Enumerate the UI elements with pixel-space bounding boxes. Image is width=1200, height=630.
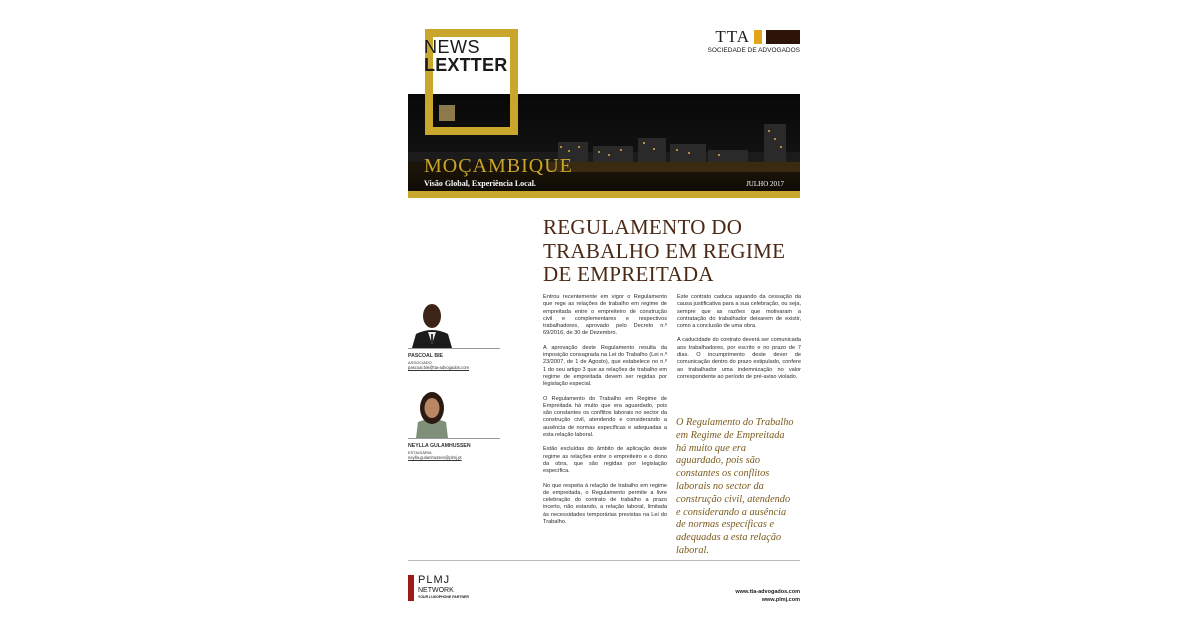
author-role: ASSOCIADO [408, 360, 432, 365]
firm-subtitle: SOCIEDADE DE ADVOGADOS [707, 47, 800, 54]
avatar [410, 298, 454, 348]
author-name: NEYLLA GULAMHUSSEN [408, 443, 471, 449]
plmj-tagline: YOUR LUSOPHONE PARTNER [418, 595, 469, 599]
article-column-2 [677, 294, 801, 388]
paragraph: A caducidade do contrato deverá ser comunicada aos trabalhadores, por escrito e no prazo de 7 dias. O incumprimento deste dever de comunicação dentro do prazo estipulado, confere ao trabalhador uma indemnização no valor correspondente ao período de pré-aviso violado. [677, 337, 801, 380]
author-card [408, 388, 500, 460]
paragraph: Entrou recentemente em vigor o Regulamento que rege as relações de trabalho em regime de empreitada entre o empreiteiro de construção civil e complementares e respectivos trabalhadores, aprovado pelo Decreto n.º 69/2016, de 30 de Dezembro. [543, 294, 667, 337]
divider [408, 438, 500, 439]
paragraph: Este contrato caduca aquando da cessação da causa justificativa para a sua celebração, ou seja, sempre que as razões que motivaram a contratação do trabalhador deixarem de existir, como a conclusão de uma obra. [677, 294, 801, 330]
country-title: MOÇAMBIQUE [424, 155, 573, 177]
article-column-1 [543, 294, 667, 533]
plmj-name: PLMJ [418, 574, 451, 586]
lextter-word: LEXTTER [424, 55, 508, 75]
newsletter-page [408, 22, 800, 610]
logo-brown-bar [766, 30, 800, 44]
author-name: PASCOAL BIE [408, 353, 443, 359]
plmj-logo [408, 575, 469, 601]
divider [408, 348, 500, 349]
frame-square [439, 105, 455, 121]
tagline: Visão Global, Experiência Local. [424, 179, 536, 188]
news-word: NEWS [424, 37, 480, 57]
gold-band [408, 191, 800, 198]
paragraph: Estão excluídas do âmbito de aplicação deste regime as relações entre o empreiteiro e o dono da obra, que são regidas por legislação específica. [543, 446, 667, 475]
footer-links [735, 588, 800, 604]
author-role: ESTAGIÁRIA [408, 450, 432, 455]
author-email[interactable]: neylla.gulamhussen@plmj.pt [408, 455, 462, 460]
pull-quote: O Regulamento do Trabalho em Regime de Empreitada há muito que era aguardado, pois são constantes os conflitos laborais no sector da construção civil, atendendo e considerando a ausência de normas específicas e adequadas a esta relação laboral. [676, 417, 794, 556]
plmj-red-bar [408, 575, 414, 601]
author-email[interactable]: pascoal.bie@tta-advogados.com [408, 365, 470, 370]
logo-gold-block [754, 30, 762, 44]
paragraph: No que respeita à relação de trabalho em regime de empreitada, o Regulamento permite a livre celebração do contrato de trabalho a prazo incerto, não estando, a relação laboral, limitada às necessidades temporárias previstas na Lei do Trabalho. [543, 482, 667, 526]
author-card [408, 298, 500, 370]
tta-logo [708, 27, 800, 54]
link-plmj[interactable]: www.plmj.com [761, 597, 800, 603]
avatar [410, 388, 454, 438]
issue-date: JULHO 2017 [746, 180, 784, 188]
plmj-network: NETWORK [418, 587, 454, 594]
footer-divider [408, 560, 800, 561]
paragraph: A aprovação deste Regulamento resulta da imposição consagrada na Lei do Trabalho (Lei n.º 23/2007, de 1 de Agosto), que estabelece no n.º 1 do seu artigo 3 que as relações de trabalho em regime de empreitada devem ser regidas por legislação especial. [543, 344, 667, 388]
article-headline: REGULAMENTO DO TRABALHO EM REGIME DE EMPREITADA [543, 215, 786, 286]
link-tta[interactable]: www.tta-advogados.com [735, 589, 800, 595]
firm-name: TTA [715, 27, 750, 46]
paragraph: O Regulamento do Trabalho em Regime de Empreitada há muito que era aguardado, pois são constantes os conflitos laborais no sector da construção civil, atendendo e considerando a ausência de normas específicas e adequadas a esta relação laboral. [543, 395, 667, 439]
newsletter-title [424, 38, 507, 74]
